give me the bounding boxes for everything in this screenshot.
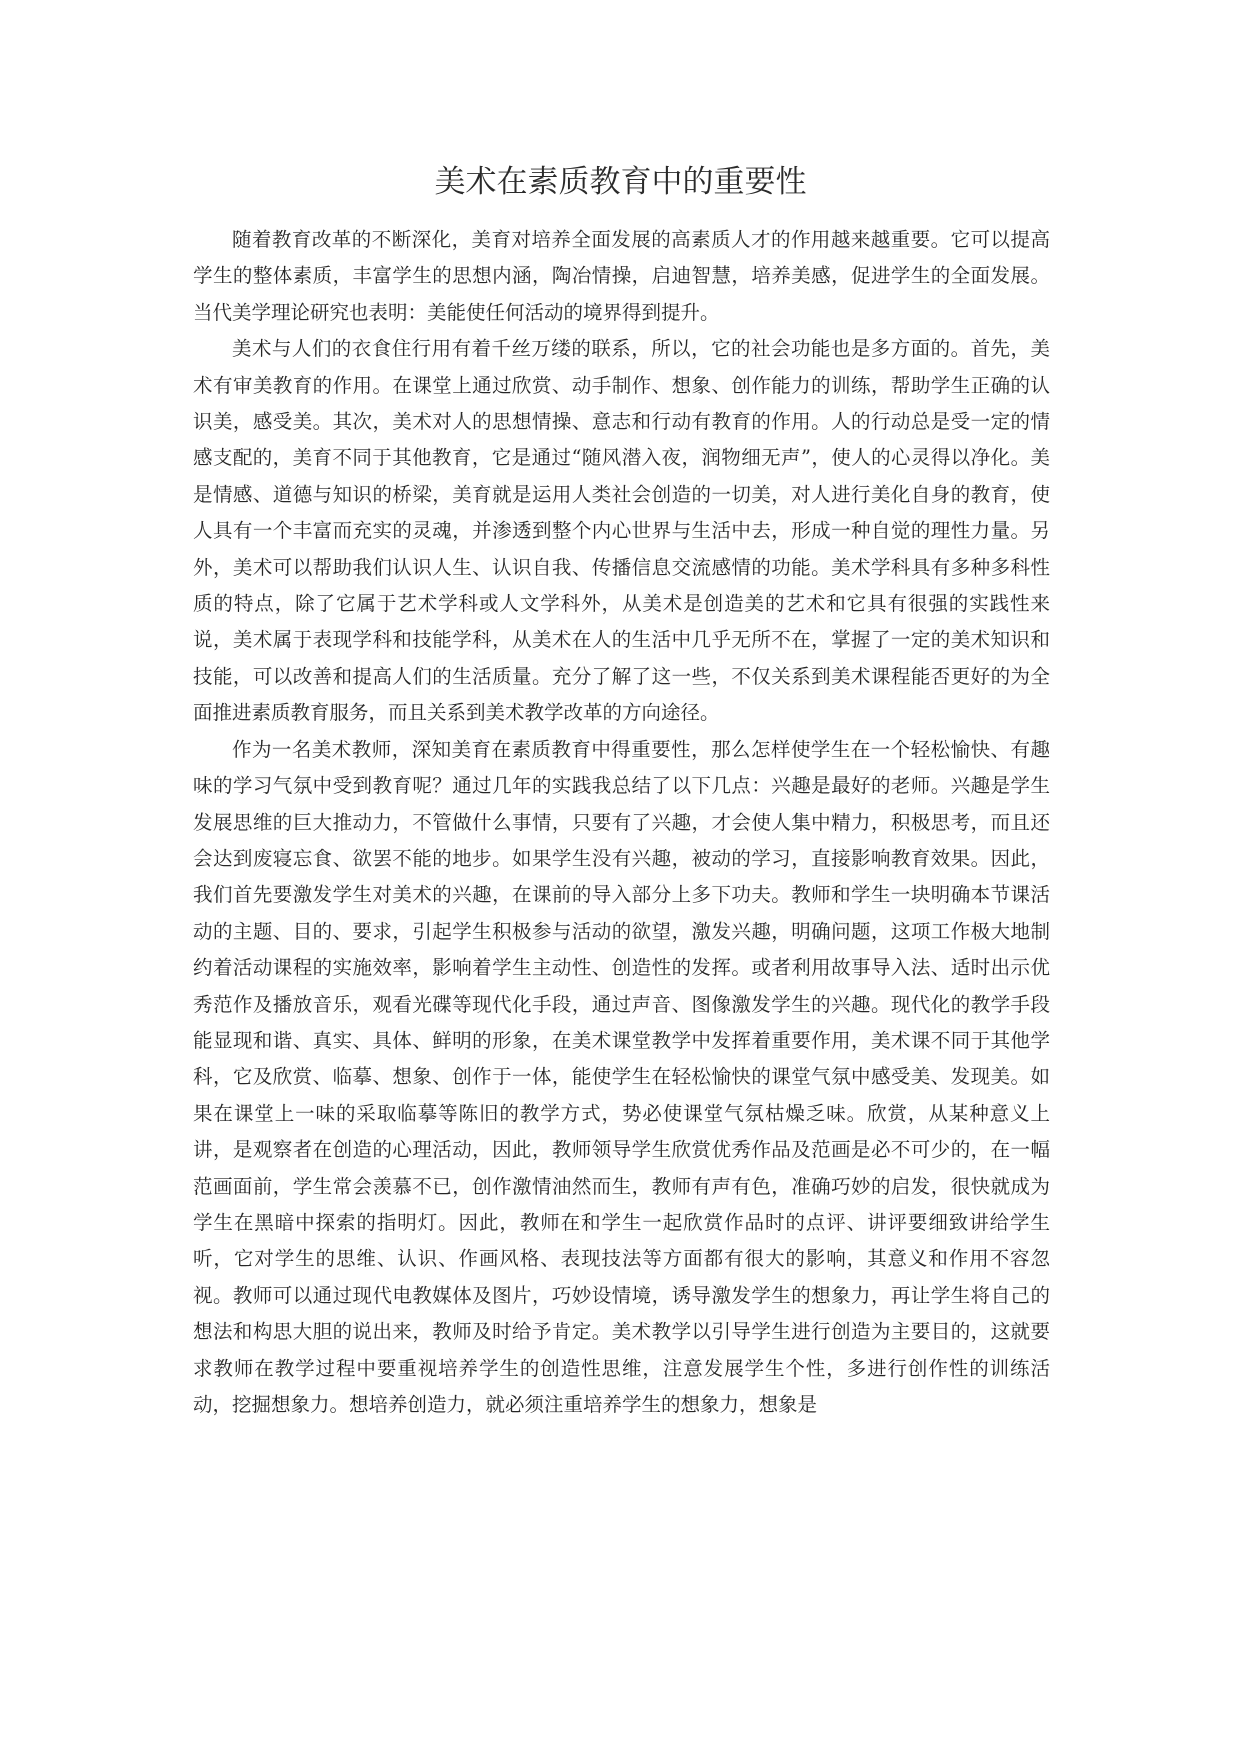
paragraph-3: 作为一名美术教师，深知美育在素质教育中得重要性，那么怎样使学生在一个轻松愉快、有趣味的学习气氛中受到教育呢？通过几年的实践我总结了以下几点：兴趣是最好的老师。兴趣是学生发展思维的巨大推动力，不管做什么事情，只要有了兴趣，才会使人集中精力，积极思考，而且还会达到废寝忘食、欲罢不能的地步。如果学生没有兴趣，被动的学习，直接影响教育效果。因此，我们首先要激发学生对美术的兴趣，在课前的导入部分上多下功夫。教师和学生一块明确本节课活动的主题、目的、要求，引起学生积极参与活动的欲望，激发兴趣，明确问题，这项工作极大地制约着活动课程的实施效率，影响着学生主动性、创造性的发挥。或者利用故事导入法、适时出示优秀范作及播放音乐，观看光碟等现代化手段，通过声音、图像激发学生的兴趣。现代化的教学手段能显现和谐、真实、具体、鲜明的形象，在美术课堂教学中发挥着重要作用，美术课不同于其他学科，它及欣赏、临摹、想象、创作于一体，能使学生在轻松愉快的课堂气氛中感受美、发现美。如果在课堂上一味的采取临摹等陈旧的教学方式，势必使课堂气氛枯燥乏味。欣赏，从某种意义上讲，是观察者在创造的心理活动，因此，教师领导学生欣赏优秀作品及范画是必不可少的，在一幅范画面前，学生常会羡慕不已，创作激情油然而生，教师有声有色，准确巧妙的启发，很快就成为学生在黑暗中探索的指明灯。因此，教师在和学生一起欣赏作品时的点评、讲评要细致讲给学生听，它对学生的思维、认识、作画风格、表现技法等方面都有很大的影响，其意义和作用不容忽视。教师可以通过现代电教媒体及图片，巧妙设情境，诱导激发学生的想象力，再让学生将自己的想法和构思大胆的说出来，教师及时给予肯定。美术教学以引导学生进行创造为主要目的，这就要求教师在教学过程中要重视培养学生的创造性思维，注意发展学生个性，多进行创作性的训练活动，挖掘想象力。想培养创造力，就必须注重培养学生的想象力，想象是 bbox=[193, 737, 1050, 1416]
paragraph-2: 美术与人们的衣食住行用有着千丝万缕的联系，所以，它的社会功能也是多方面的。首先，美术有审美教育的作用。在课堂上通过欣赏、动手制作、想象、创作能力的训练，帮助学生正确的认识美，感受美。其次，美术对人的思想情操、意志和行动有教育的作用。人的行动总是受一定的情感支配的，美育不同于其他教育，它是通过“随风潜入夜，润物细无声”，使人的心灵得以净化。美是情感、道德与知识的桥梁，美育就是运用人类社会创造的一切美，对人进行美化自身的教育，使人具有一个丰富而充实的灵魂，并渗透到整个内心世界与生活中去，形成一种自觉的理性力量。另外，美术可以帮助我们认识人生、认识自我、传播信息交流感情的功能。美术学科具有多种多科性质的特点，除了它属于艺术学科或人文学科外，从美术是创造美的艺术和它具有很强的实践性来说，美术属于表现学科和技能学科，从美术在人的生活中几乎无所不在，掌握了一定的美术知识和技能，可以改善和提高人们的生活质量。充分了解了这一些，不仅关系到美术课程能否更好的为全面推进素质教育服务，而且关系到美术教学改革的方向途径。 bbox=[193, 337, 1050, 725]
document-body bbox=[193, 222, 1050, 1423]
paragraph-1: 随着教育改革的不断深化，美育对培养全面发展的高素质人才的作用越来越重要。它可以提高学生的整体素质，丰富学生的思想内涵，陶冶情操，启迪智慧，培养美感，促进学生的全面发展。当代美学理论研究也表明：美能使任何活动的境界得到提升。 bbox=[193, 228, 1050, 324]
document-title: 美术在素质教育中的重要性 bbox=[434, 164, 807, 200]
